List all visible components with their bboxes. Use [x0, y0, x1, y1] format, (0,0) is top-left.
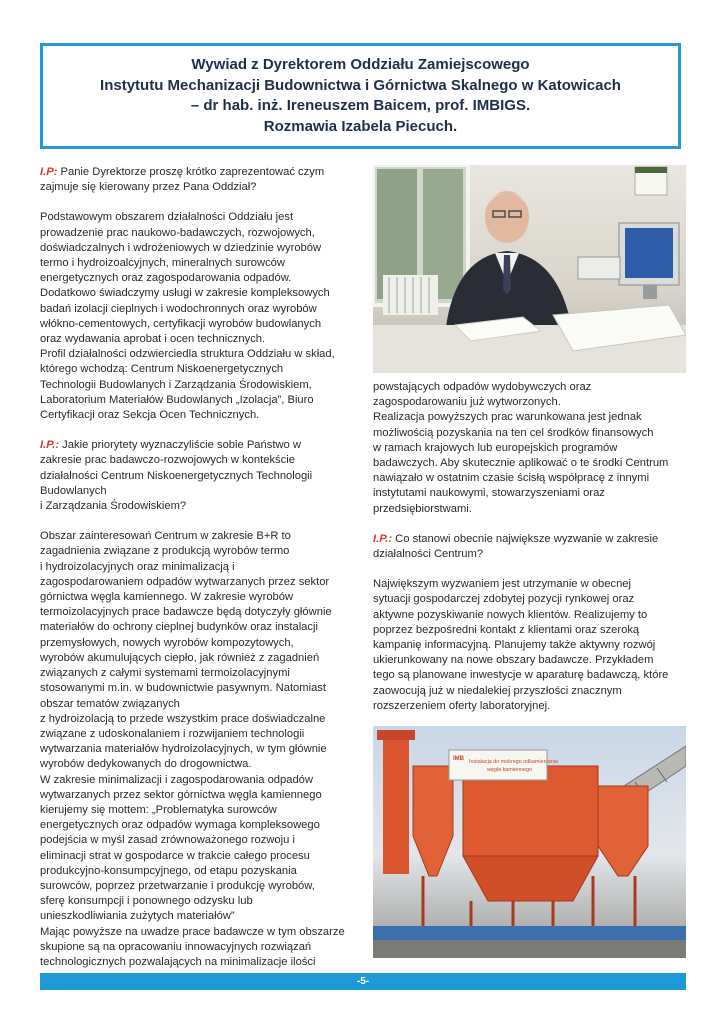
answer-2-line: sferę konsumpcji i ponownego odzysku lub	[40, 895, 253, 908]
coal-installation-photo	[373, 726, 686, 958]
answer-2-line: surowców, poprzez przetwarzanie i produkcję wyrobów,	[40, 879, 315, 892]
article-title-box	[40, 43, 681, 149]
answer-2-line: wytwarzanych przez sektor górnictwa węgla kamiennego	[40, 788, 322, 801]
answer-2-line: i hydroizolacyjnych oraz minimalizacją i	[40, 560, 235, 573]
answer-1-line: prowadzenie prac naukowo-badawczych, rozwojowych,	[40, 226, 315, 239]
title-line-3: – dr hab. inż. Ireneuszem Baicem, prof. IMBIGS.	[190, 97, 531, 114]
answer-2-line: zagospodarowaniem odpadów wytwarzanych przez sektor	[40, 575, 330, 588]
answer-2-line: kierujemy się mottem: „Problematyka surowców	[40, 803, 277, 816]
answer-1-line: Podstawowym obszarem działalności Oddziału jest	[40, 211, 294, 224]
answer-2-line: powstających odpadów wydobywczych oraz	[373, 381, 592, 393]
answer-3-line: sytuacji gospodarczej zdobytej pozycji rynkowej oraz	[373, 593, 635, 606]
question-3-line	[373, 532, 693, 547]
answer-1-line: Laboratorium Materiałów Budowlanych „Izolacja”, Biuro	[40, 393, 314, 406]
title-line-2: Instytutu Mechanizacji Budownictwa i Górnictwa Skalnego w Katowicach	[100, 76, 621, 94]
answer-3-line: tego są planowane inwestycje w aparaturę badawczą, które	[373, 669, 669, 682]
answer-2-line: przemysłowych, nowych wyrobów kompozytowych,	[40, 636, 294, 649]
interviewer-label: I.P.:	[40, 439, 60, 452]
answer-1-line: Dodatkowo świadczymy usługi w zakresie kompleksowych	[40, 287, 330, 300]
answer-1-line: włókno-cementowych, certyfikacji wyrobów budowlanych	[40, 317, 322, 330]
interviewer-label: I.P:	[40, 166, 58, 178]
answer-2-line: skupione są na opracowaniu innowacyjnych rozwiązań	[40, 940, 312, 953]
interviewer-label: I.P.:	[373, 532, 393, 545]
answer-2-line: badawczych. Aby skutecznie aplikować o te środki Centrum	[373, 457, 669, 470]
answer-2-line: stosowanymi m.in. w budownictwie pasywnym. Natomiast	[40, 682, 327, 695]
question-2-line	[40, 438, 360, 453]
answer-3-line: kampanię informacyjną. Planujemy także aktywny rozwój	[373, 639, 656, 652]
question-3-text: Co stanowi obecnie największe wyzwanie w zakresie	[392, 532, 659, 545]
answer-2-line: unieszkodliwiania zużytych materiałów”	[40, 910, 235, 923]
answer-2-line: W zakresie minimalizacji i zagospodarowania odpadów	[40, 773, 313, 786]
answer-2-line: w ramach krajowych lub europejskich programów	[373, 441, 618, 454]
answer-2-line: z hydroizolacją to przede wszystkim prace doświadczalne	[40, 712, 326, 725]
answer-2-line: termoizolacyjnych prace badawcze będą dotyczyły głównie	[40, 606, 332, 619]
answer-2-line: związanych z całymi systemami termoizolacyjnymi	[40, 667, 290, 680]
answer-1-line: Technologii Budowlanych i Zarządzania Środowiskiem,	[40, 378, 312, 391]
answer-2-line: eliminacji strat w gospodarce w trakcie całego procesu	[40, 849, 310, 862]
answer-1-line: energetycznych oraz zagospodarowania odpadów.	[40, 272, 292, 285]
answer-2-line: Realizacja powyższych prac warunkowana jest jednak	[373, 411, 642, 424]
question-2-line: i Zarządzania Środowiskiem?	[40, 500, 187, 513]
answer-2-line: możliwością pozyskania na ten cel środków finansowych	[373, 426, 654, 439]
question-2-line: zakresie prac badawczo-rozwojowych w kontekście	[40, 454, 295, 467]
question-1-text: Panie Dyrektorze proszę krótko zaprezentować czym zajmuje się kierowany przez Pana Oddział?	[40, 166, 325, 194]
sign-line-2: węgla kamiennego	[487, 767, 532, 773]
sign-line-1: Instalacja do mokrego odkamieniania	[469, 759, 558, 765]
question-2-line: Budowlanych	[40, 484, 107, 497]
answer-3-line: rozszerzeniem oferty laboratoryjnej.	[373, 699, 551, 712]
answer-1	[40, 210, 360, 423]
answer-2	[40, 529, 360, 970]
answer-2-line: materiałów do ochrony cieplnej budynków oraz instalacji	[40, 621, 318, 634]
answer-2-line: zagadnienia związane z produkcją wyrobów termo	[40, 545, 290, 558]
answer-2-line: energetycznych oraz odpadów wymaga kompleksowego	[40, 819, 320, 832]
answer-2-line: wyrobów akumulujących ciepło, jak również z zagadnień	[40, 651, 320, 664]
question-2-line: działalności Centrum Niskoenergetycznych Technologii	[40, 469, 313, 482]
question-1	[40, 165, 360, 195]
answer-2-line: produkcyjno-konsumpcyjnego, od etapu pozyskania	[40, 864, 297, 877]
answer-3-line: Największym wyzwaniem jest utrzymanie w obecnej	[373, 578, 632, 591]
answer-2-line: zagospodarowaniu już wytworzonych.	[373, 396, 561, 409]
answer-2-line: górnictwa węgla kamiennego. W zakresie wyrobów	[40, 591, 294, 604]
answer-2-line: wytwarzania materiałów hydroizolacyjnych, w tym głównie	[40, 743, 327, 756]
answer-3-line: poprzez bezpośredni kontakt z klientami oraz szeroką	[373, 623, 640, 636]
title-line-1: Wywiad z Dyrektorem Oddziału Zamiejscowego	[191, 56, 530, 73]
answer-2-line: technologicznych pozwalających na minimalizacje ilości	[40, 955, 316, 968]
answer-3-line: aktywne pozyskiwanie nowych klientów. Realizujemy to	[373, 608, 648, 621]
imbigs-logo-text: IMB	[453, 756, 464, 762]
answer-1-line: termo i hydroizoalcyjnych, mineralnych surowców	[40, 257, 285, 270]
question-3	[373, 532, 693, 562]
right-column	[373, 380, 693, 714]
answer-1-line: którego wchodzą: Centrum Niskoenergetycznych	[40, 363, 284, 376]
answer-2-line: Obszar zainteresowań Centrum w zakresie B+R to	[40, 530, 291, 543]
answer-3	[373, 577, 693, 714]
answer-1-line: Profil działalności odzwierciedla struktura Oddziału w skład,	[40, 348, 335, 361]
answer-2-continued	[373, 380, 693, 517]
answer-1-line: oraz wydawania aprobat i ocen technicznych.	[40, 333, 266, 346]
title-line-4: Rozmawia Izabela Piecuch.	[263, 117, 458, 135]
footer-bar	[40, 973, 686, 990]
question-3-line: działalności Centrum?	[373, 548, 484, 561]
page-number: -5-	[356, 976, 370, 987]
answer-2-line: wyrobów dedykowanych do drogownictwa.	[40, 758, 252, 771]
answer-3-line: ukierunkowany na nowe obszary badawcze. Przykładem	[373, 654, 654, 667]
question-2	[40, 438, 360, 514]
answer-1-line: Certyfikacji oraz Sekcja Ocen Technicznych.	[40, 409, 260, 422]
answer-2-line: nawiązało w ostatnim czasie ścisłą współpracę z innymi	[373, 472, 650, 485]
answer-1-line: doświadczalnych i wdrożeniowych w dziedzinie wyrobów	[40, 241, 322, 254]
answer-2-line: obszar tematów związanych	[40, 697, 180, 710]
answer-2-line: Mając powyższe na uwadze prace badawcze w tym obszarze	[40, 925, 345, 938]
answer-2-line: instytutami naukowymi, stowarzyszeniami oraz	[373, 487, 605, 500]
director-office-photo	[373, 165, 686, 373]
answer-2-line: związane z udoskonalaniem i rozwijaniem technologii	[40, 727, 305, 740]
question-2-text: Jakie priorytety wyznaczyliście sobie Państwo w	[59, 439, 301, 452]
left-column	[40, 165, 360, 970]
answer-2-line: podejścia w myśl zasad zrównoważonego rozwoju i	[40, 834, 295, 847]
answer-3-line: zaowocują już w niedalekiej przyszłości znacznym	[373, 684, 622, 697]
coal-installation-illustration	[373, 726, 686, 958]
director-office-illustration	[373, 165, 686, 373]
answer-1-line: badań izolacji cieplnych i wodochronnych oraz wyrobów	[40, 302, 317, 315]
answer-2-line: przedsiębiorstwami.	[373, 502, 472, 515]
